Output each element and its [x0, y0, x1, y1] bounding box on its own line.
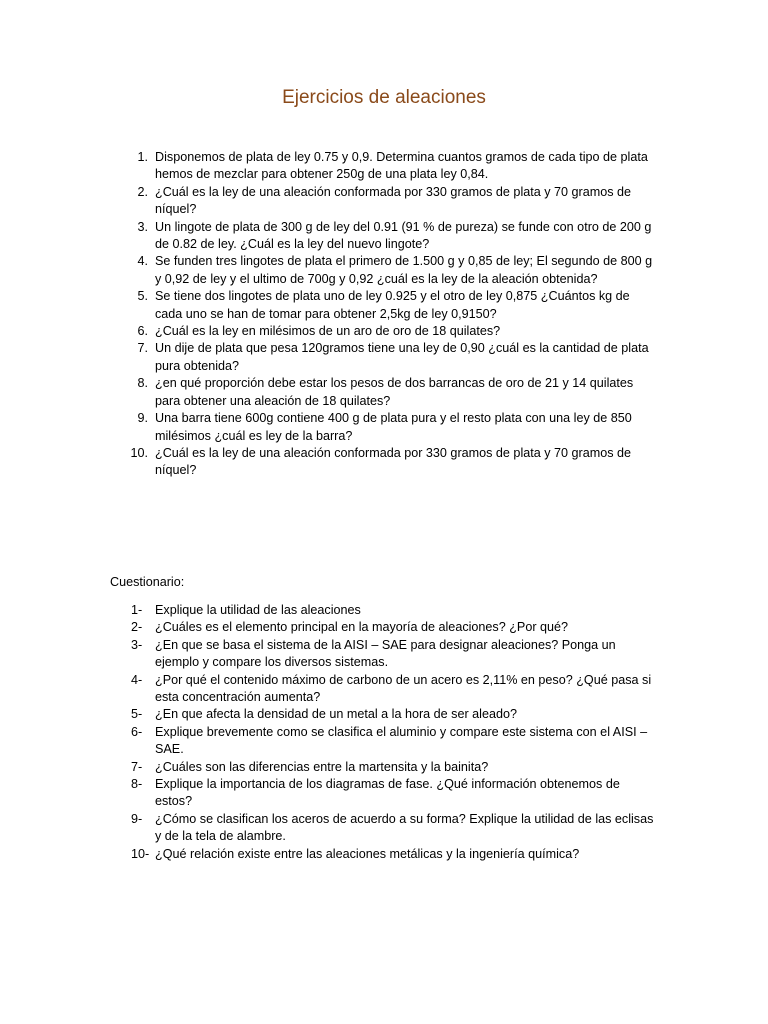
- item-number: 3.: [137, 219, 148, 234]
- item-number: 1.: [137, 150, 148, 164]
- item-number: 5.: [137, 289, 148, 304]
- list-item: [0, 375, 660, 410]
- item-number: 8.: [137, 376, 148, 391]
- list-item: [0, 149, 660, 184]
- list-item: [0, 288, 660, 323]
- page-title: Ejercicios de aleaciones: [282, 87, 486, 108]
- item-text: ¿Cómo se clasifican los aceros de acuerdo a su forma? Explique la utilidad de las eclisas y de la tela de alambre.: [155, 811, 654, 844]
- list-item: [0, 445, 660, 480]
- item-number: 10.: [130, 445, 148, 460]
- list-item: [0, 619, 660, 636]
- list-item: [0, 219, 660, 254]
- item-number: 7-: [131, 759, 143, 774]
- item-text: Explique brevemente como se clasifica el aluminio y compare este sistema con el AISI – SAE.: [155, 724, 648, 757]
- item-text: Disponemos de plata de ley 0.75 y 0,9. Determina cuantos gramos de cada tipo de plata hemos de mezclar para obtener 250g de una plata ley 0,84.: [155, 150, 648, 182]
- item-text: ¿en qué proporción debe estar los pesos de dos barrancas de oro de 21 y 14 quilates para obtener una aleación de 18 quilates?: [155, 376, 634, 408]
- item-text: ¿Cuál es la ley de una aleación conformada por 330 gramos de plata y 70 gramos de níquel?: [155, 184, 632, 217]
- item-text: Una barra tiene 600g contiene 400 g de plata pura y el resto plata con una ley de 850 milésimos ¿cuál es ley de la barra?: [155, 411, 632, 443]
- item-number: 2.: [137, 184, 148, 199]
- item-text: ¿En que se basa el sistema de la AISI – SAE para designar aleaciones? Ponga un ejemplo y compare los diversos sistemas.: [155, 637, 616, 670]
- item-text: ¿Cuál es la ley de una aleación conformada por 330 gramos de plata y 70 gramos de níquel?: [155, 445, 632, 478]
- list-item: [0, 672, 660, 707]
- item-text: Un dije de plata que pesa 120gramos tiene una ley de 0,90 ¿cuál es la cantidad de plata pura obtenida?: [155, 341, 649, 373]
- list-item: [0, 637, 660, 672]
- item-number: 4-: [131, 672, 143, 687]
- exercise-list: [0, 149, 768, 480]
- item-number: 5-: [131, 707, 143, 722]
- item-text: Se tiene dos lingotes de plata uno de ley 0.925 y el otro de ley 0,875 ¿Cuántos kg de cada uno se han de tomar para obtener 2,5kg de ley 0,9150?: [155, 289, 630, 321]
- list-item: [0, 846, 660, 863]
- item-number: 8-: [131, 777, 143, 792]
- item-text: Se funden tres lingotes de plata el primero de 1.500 g y 0,85 de ley; El segundo de 800 g y 0,92 de ley y el ultimo de 700g y 0,92 ¿cuál es la ley de la aleación obtenida?: [155, 254, 653, 286]
- item-number: 1-: [131, 603, 143, 617]
- item-text: ¿Cuáles son las diferencias entre la martensita y la bainita?: [155, 759, 489, 774]
- item-text: ¿Cuál es la ley en milésimos de un aro de oro de 18 quilates?: [155, 324, 501, 339]
- item-number: 9.: [137, 411, 148, 426]
- questionnaire-list: [0, 602, 768, 863]
- list-item: [0, 811, 660, 846]
- item-number: 6-: [131, 724, 143, 739]
- list-item: [0, 410, 660, 445]
- list-item: [0, 724, 660, 759]
- item-text: Explique la utilidad de las aleaciones: [155, 603, 361, 617]
- item-text: ¿Qué relación existe entre las aleaciones metálicas y la ingeniería química?: [155, 846, 580, 861]
- item-text: Un lingote de plata de 300 g de ley del 0.91 (91 % de pureza) se funde con otro de 200 g de 0.82 de ley. ¿Cuál es la ley del nuevo lingote?: [155, 219, 652, 252]
- item-number: 2-: [131, 620, 143, 635]
- item-number: 9-: [131, 811, 143, 826]
- item-number: 7.: [137, 341, 148, 356]
- list-item: [0, 184, 660, 219]
- list-item: [0, 253, 660, 288]
- questionnaire-heading: Cuestionario:: [110, 575, 185, 589]
- list-item: [0, 759, 660, 776]
- item-text: ¿Cuáles es el elemento principal en la mayoría de aleaciones? ¿Por qué?: [155, 620, 569, 635]
- list-item: [0, 776, 660, 811]
- item-text: ¿En que afecta la densidad de un metal a la hora de ser aleado?: [155, 707, 517, 722]
- item-number: 10-: [131, 846, 150, 861]
- item-number: 3-: [131, 637, 143, 652]
- item-text: Explique la importancia de los diagramas de fase. ¿Qué información obtenemos de estos?: [155, 777, 620, 809]
- item-text: ¿Por qué el contenido máximo de carbono de un acero es 2,11% en peso? ¿Qué pasa si esta concentración aumenta?: [155, 672, 652, 705]
- item-number: 6.: [137, 324, 148, 339]
- list-item: [0, 323, 660, 340]
- list-item: [0, 340, 660, 375]
- list-item: [0, 602, 660, 619]
- item-number: 4.: [137, 254, 148, 269]
- list-item: [0, 706, 660, 723]
